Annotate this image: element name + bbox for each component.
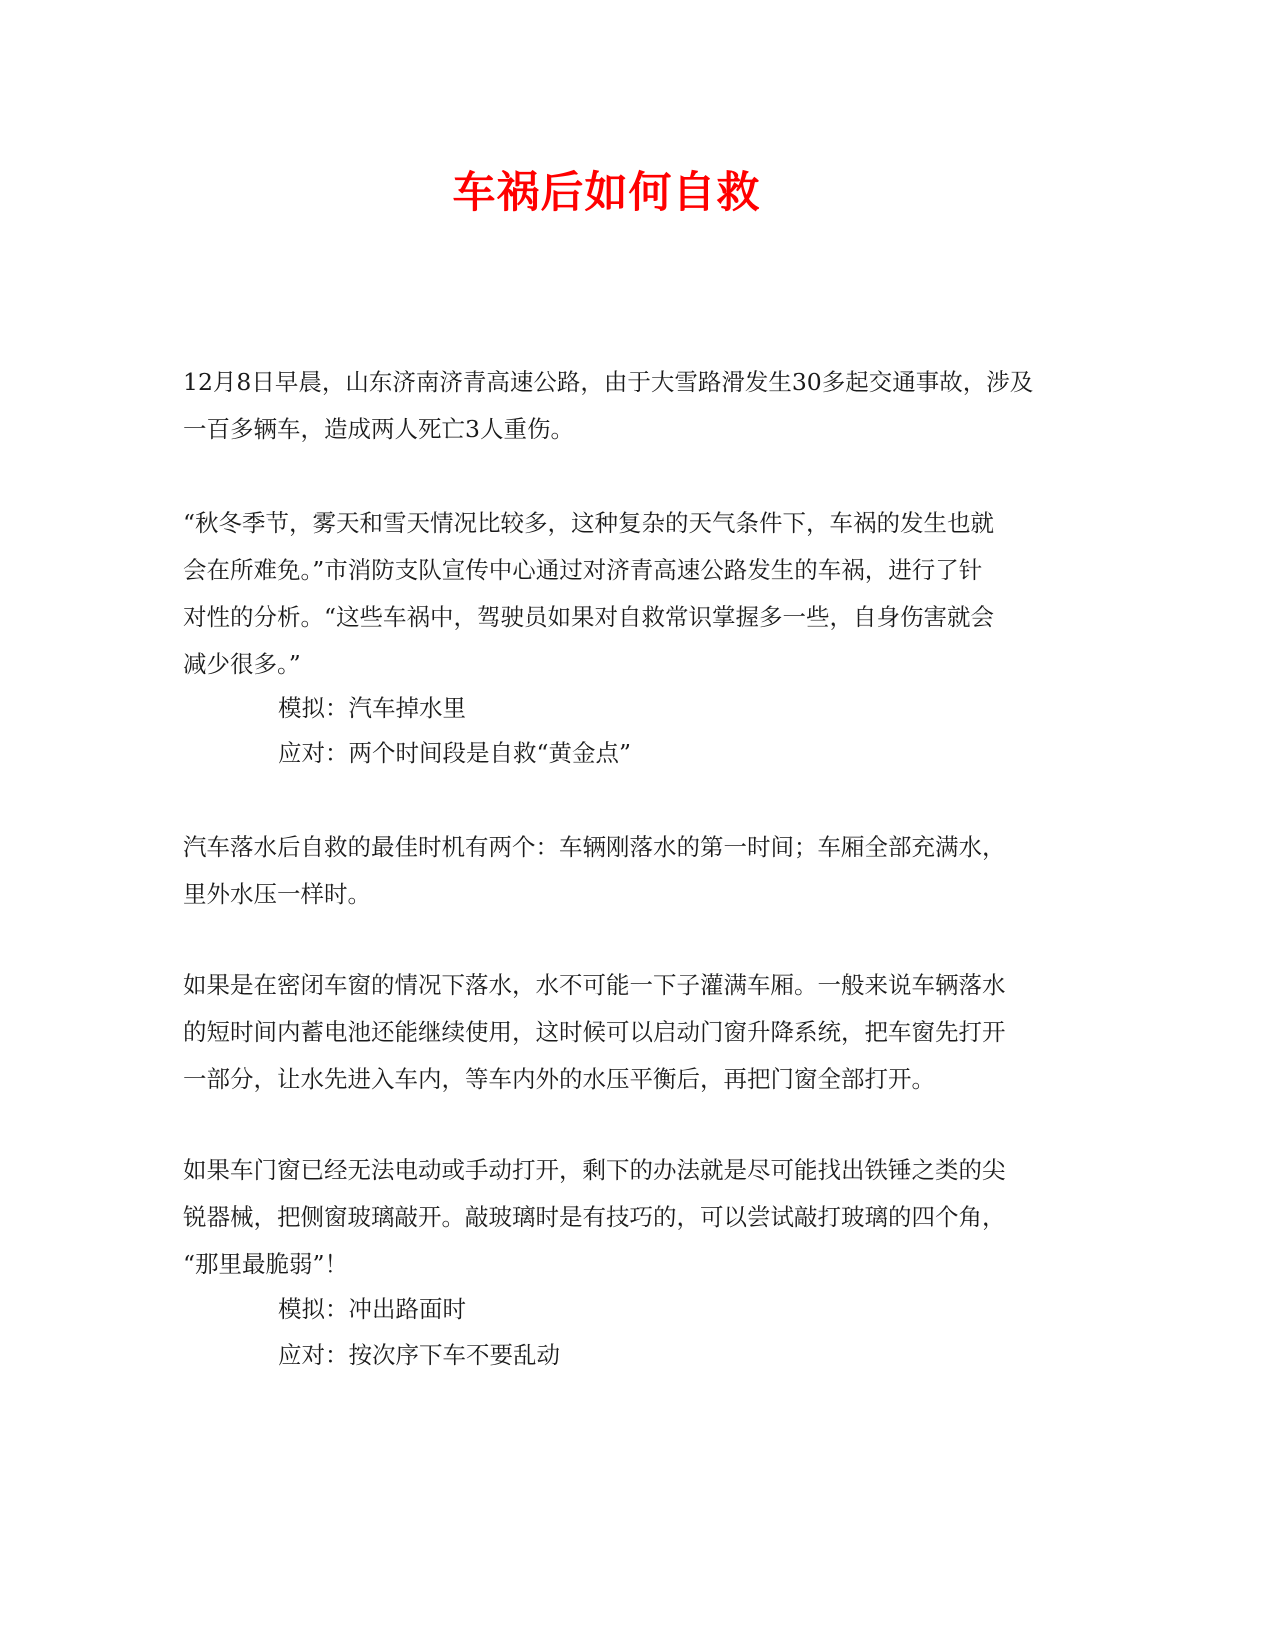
- paragraph-line: 如果是在密闭车窗的情况下落水，水不可能一下子灌满车厢。一般来说车辆落水: [183, 971, 1006, 999]
- paragraph-line: 如果车门窗已经无法电动或手动打开，剩下的办法就是尽可能找出铁锤之类的尖: [183, 1156, 1006, 1184]
- paragraph-closed-window: [183, 962, 1043, 1103]
- paragraph-line: 汽车落水后自救的最佳时机有两个：车辆刚落水的第一时间；车厢全部充满水，: [183, 833, 1006, 861]
- paragraph-break-glass: [183, 1147, 1043, 1288]
- paragraph-line: 12月8日早晨，山东济南济青高速公路，由于大雪路滑发生30多起交通事故，涉及: [183, 368, 1034, 396]
- paragraph-line: 一部分，让水先进入车内，等车内外的水压平衡后，再把门窗全部打开。: [183, 1065, 935, 1093]
- paragraph-line: 一百多辆车，造成两人死亡3人重伤。: [183, 415, 574, 443]
- paragraph-quote: [183, 500, 1043, 688]
- scenario-simulate-2: 模拟：冲出路面时: [278, 1295, 466, 1323]
- paragraph-line: “那里最脆弱”！: [183, 1250, 349, 1278]
- paragraph-line: 的短时间内蓄电池还能继续使用，这时候可以启动门窗升降系统，把车窗先打开: [183, 1018, 1006, 1046]
- paragraph-line: 会在所难免。”市消防支队宣传中心通过对济青高速公路发生的车祸，进行了针: [183, 556, 983, 584]
- paragraph-line: 减少很多。”: [183, 650, 301, 678]
- scenario-response-2: 应对：按次序下车不要乱动: [278, 1341, 560, 1369]
- document-title: 车祸后如何自救: [452, 168, 761, 218]
- paragraph-golden-timing: [183, 824, 1043, 918]
- scenario-response-1: 应对：两个时间段是自救“黄金点”: [278, 739, 632, 767]
- paragraph-line: 锐器械，把侧窗玻璃敲开。敲玻璃时是有技巧的，可以尝试敲打玻璃的四个角，: [183, 1203, 1006, 1231]
- paragraph-line: “秋冬季节，雾天和雪天情况比较多，这种复杂的天气条件下，车祸的发生也就: [183, 509, 995, 537]
- paragraph-accident-report: [183, 359, 1043, 453]
- scenario-simulate-1: 模拟：汽车掉水里: [278, 694, 466, 722]
- paragraph-line: 里外水压一样时。: [183, 880, 371, 908]
- paragraph-line: 对性的分析。“这些车祸中，驾驶员如果对自救常识掌握多一些，自身伤害就会: [183, 603, 995, 631]
